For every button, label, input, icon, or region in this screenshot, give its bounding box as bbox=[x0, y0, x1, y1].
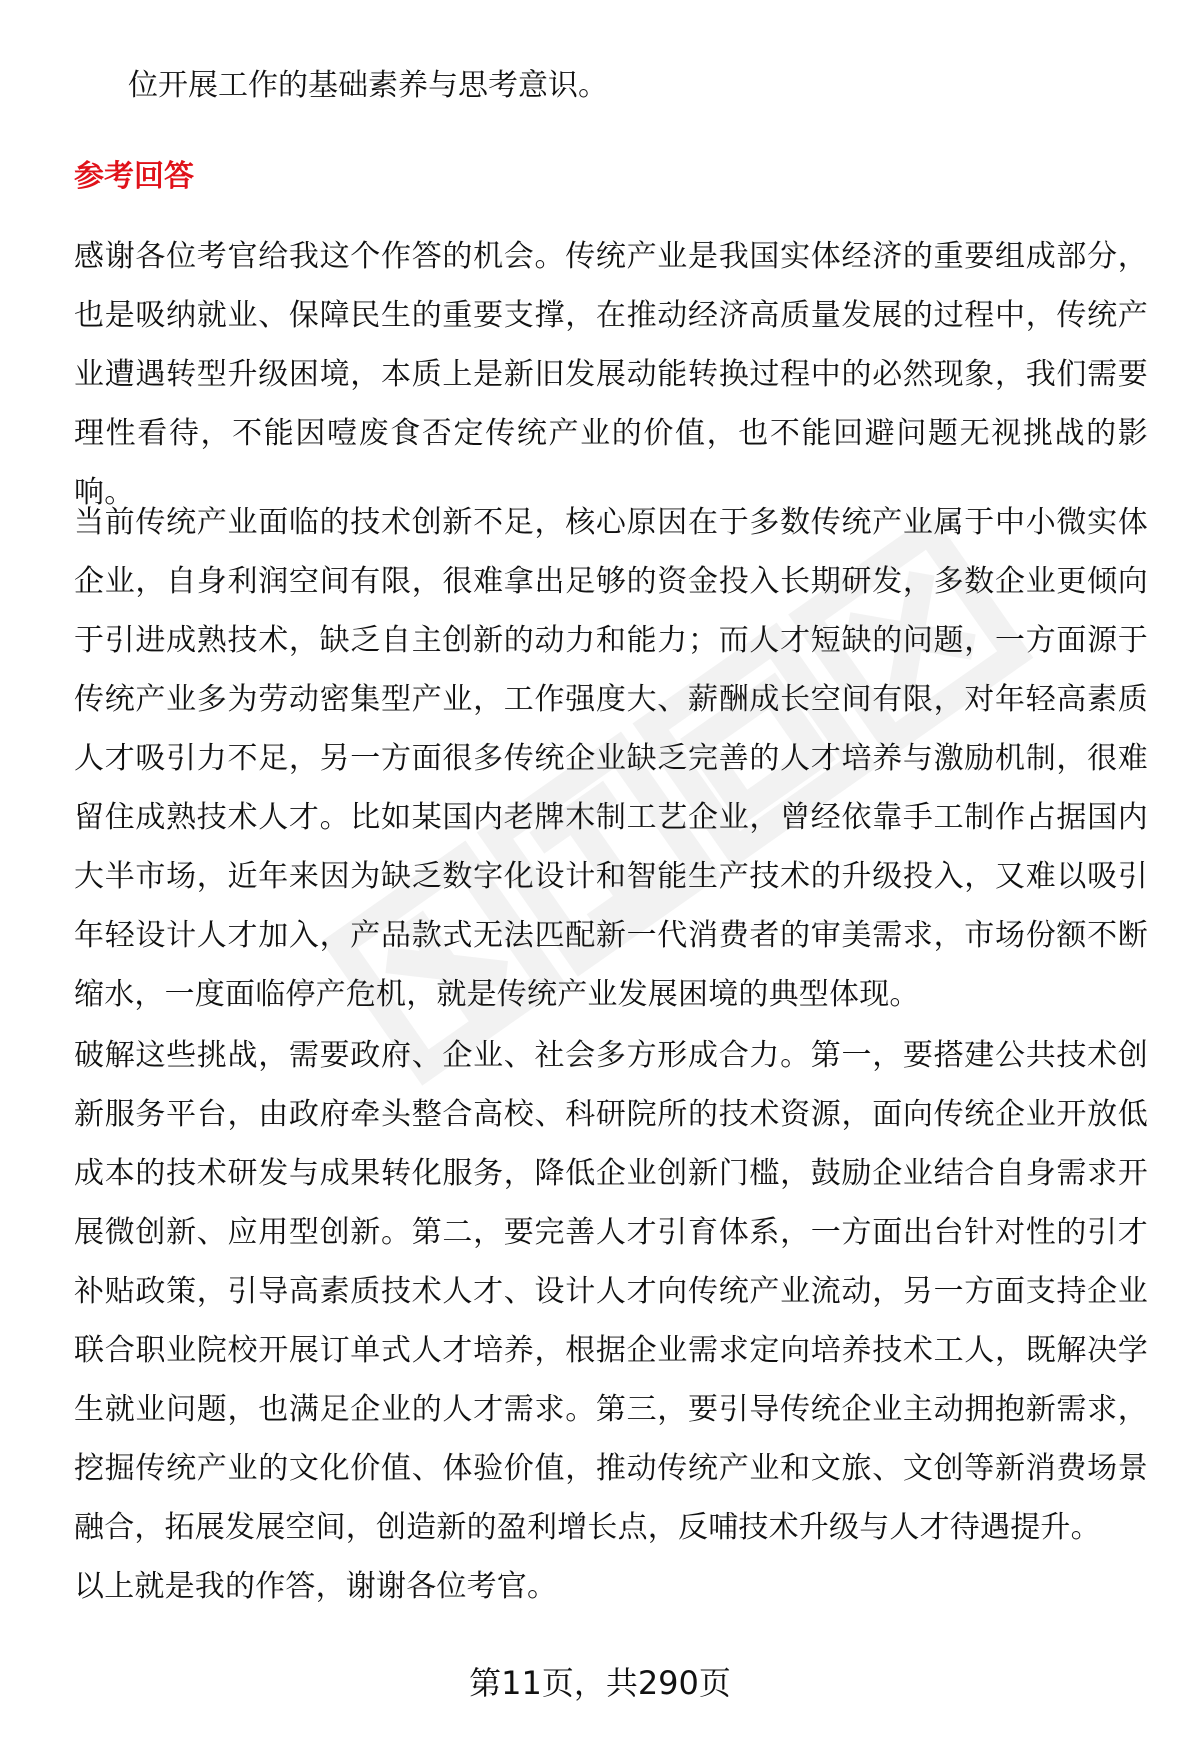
paragraph: 以上就是我的作答，谢谢各位考官。 bbox=[74, 1569, 558, 1604]
paragraph: 当前传统产业面临的技术创新不足，核心原因在于多数传统产业属于中小微实体企业，自身利润空间有限，很难拿出足够的资金投入长期研发，多数企业更倾向于引进成熟技术，缺乏自主创新的动力和能力；而人才短缺的问题，一方面源于传统产业多为劳动密集型产业，工作强度大、薪酬成长空间有限，对年轻高素质人才吸引力不足，另一方面很多传统企业缺乏完善的人才培养与激励机制，很难留住成熟技术人才。比如某国内老牌木制工艺企业，曾经依靠手工制作占据国内大半市场，近年来因为缺乏数字化设计和智能生产技术的升级投入，又难以吸引年轻设计人才加入，产品款式无法匹配新一代消费者的审美需求，市场份额不断缩水，一度面临停产危机，就是传统产业发展困境的典型体现。 bbox=[74, 505, 1148, 1012]
section-heading: 参考回答 bbox=[74, 159, 194, 194]
page-number-footer: 第11页，共290页 bbox=[469, 1664, 731, 1702]
paragraph: 感谢各位考官给我这个作答的机会。传统产业是我国实体经济的重要组成部分，也是吸纳就业、保障民生的重要支撑，在推动经济高质量发展的过程中，传统产业遭遇转型升级困境，本质上是新旧发展动能转换过程中的必然现象，我们需要理性看待，不能因噎废食否定传统产业的价值，也不能回避问题无视挑战的影响。 bbox=[74, 239, 1148, 510]
paragraph: 破解这些挑战，需要政府、企业、社会多方形成合力。第一，要搭建公共技术创新服务平台，由政府牵头整合高校、科研院所的技术资源，面向传统企业开放低成本的技术研发与成果转化服务，降低企业创新门槛，鼓励企业结合自身需求开展微创新、应用型创新。第二，要完善人才引育体系，一方面出台针对性的引才补贴政策，引导高素质技术人才、设计人才向传统产业流动，另一方面支持企业联合职业院校开展订单式人才培养，根据企业需求定向培养技术工人，既解决学生就业问题，也满足企业的人才需求。第三，要引导传统企业主动拥抱新需求，挖掘传统产业的文化价值、体验价值，推动传统产业和文旅、文创等新消费场景融合，拓展发展空间，创造新的盈利增长点，反哺技术升级与人才待遇提升。 bbox=[74, 1038, 1148, 1545]
continuation-line: 位开展工作的基础素养与思考意识。 bbox=[128, 68, 608, 103]
